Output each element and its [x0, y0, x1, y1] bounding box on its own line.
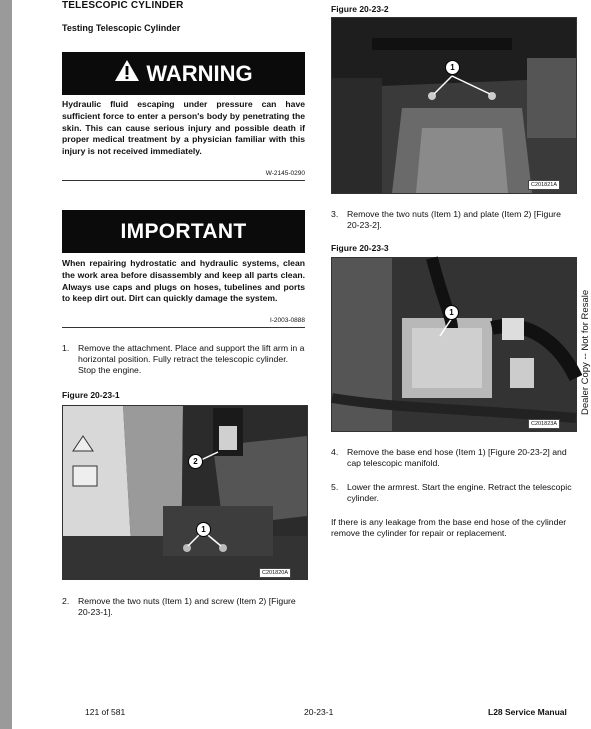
page-edge-bar — [0, 0, 12, 729]
figure-title: Figure 20-23-3 — [331, 243, 389, 253]
page-code: 20-23-1 — [304, 707, 334, 717]
dealer-copy-watermark: Dealer Copy -- Not for Resale — [580, 289, 591, 415]
step-text: Lower the armrest. Start the engine. Retract the telescopic cylinder. — [347, 482, 572, 503]
step-5 — [331, 482, 575, 504]
important-text: When repairing hydrostatic and hydraulic systems, clean the work area before disassembly and keep all parts clean. Always use caps and plugs on hoses, tubelines and ports to keep dirt out. Dirt can quickly damage the system. — [62, 258, 305, 304]
important-code: I-2003-0888 — [269, 317, 305, 324]
callout-1: 1 — [196, 522, 211, 537]
figure-title: Figure 20-23-2 — [331, 4, 389, 14]
figure-20-23-2-photo — [331, 17, 577, 194]
leakage-note: If there is any leakage from the base end hose of the cylinder remove the cylinder for repair or replacement. — [331, 517, 567, 538]
warning-banner — [62, 52, 305, 95]
warning-text: Hydraulic fluid escaping under pressure can have sufficient force to enter a person's body by penetrating the skin. This can cause serious injury and possible death if proper medical treatment by a physician familiar with this injury is not received immediately. — [62, 99, 305, 157]
step-4 — [331, 447, 575, 469]
step-2 — [62, 596, 306, 618]
warning-code: W-2145-0290 — [265, 170, 305, 177]
section-title: TELESCOPIC CYLINDER — [62, 0, 184, 11]
image-code: C201823A — [528, 419, 560, 429]
step-3 — [331, 209, 575, 231]
step-number: 2. — [62, 596, 70, 606]
callout-1: 1 — [445, 60, 460, 75]
figure-20-23-3-photo — [331, 257, 577, 432]
warning-triangle-icon — [114, 59, 140, 88]
figure-title: Figure 20-23-1 — [62, 390, 120, 400]
important-banner: IMPORTANT — [62, 210, 305, 253]
step-number: 5. — [331, 482, 339, 492]
step-text: Remove the attachment. Place and support the lift arm in a horizontal position. Fully retract the telescopic cylinder. Stop the engine. — [78, 343, 305, 375]
step-text: Remove the base end hose (Item 1) [Figure 20-23-2] and cap telescopic manifold. — [347, 447, 567, 468]
image-code: C201820A — [259, 568, 291, 578]
warning-banner-label: WARNING — [146, 60, 253, 86]
step-1 — [62, 343, 306, 376]
step-number: 4. — [331, 447, 339, 457]
step-text: Remove the two nuts (Item 1) and plate (Item 2) [Figure 20-23-2]. — [347, 209, 561, 230]
manual-title: L28 Service Manual — [488, 707, 567, 717]
page-of-count: 121 of 581 — [85, 707, 126, 717]
figure-20-23-1-photo — [62, 405, 308, 580]
callout-2: 2 — [188, 454, 203, 469]
callout-1: 1 — [444, 305, 459, 320]
divider — [62, 180, 305, 181]
divider — [62, 327, 305, 328]
image-code: C201821A — [528, 180, 560, 190]
step-text: Remove the two nuts (Item 1) and screw (Item 2) [Figure 20-23-1]. — [78, 596, 296, 617]
step-number: 3. — [331, 209, 339, 219]
subsection-title: Testing Telescopic Cylinder — [62, 23, 181, 33]
step-number: 1. — [62, 343, 70, 353]
